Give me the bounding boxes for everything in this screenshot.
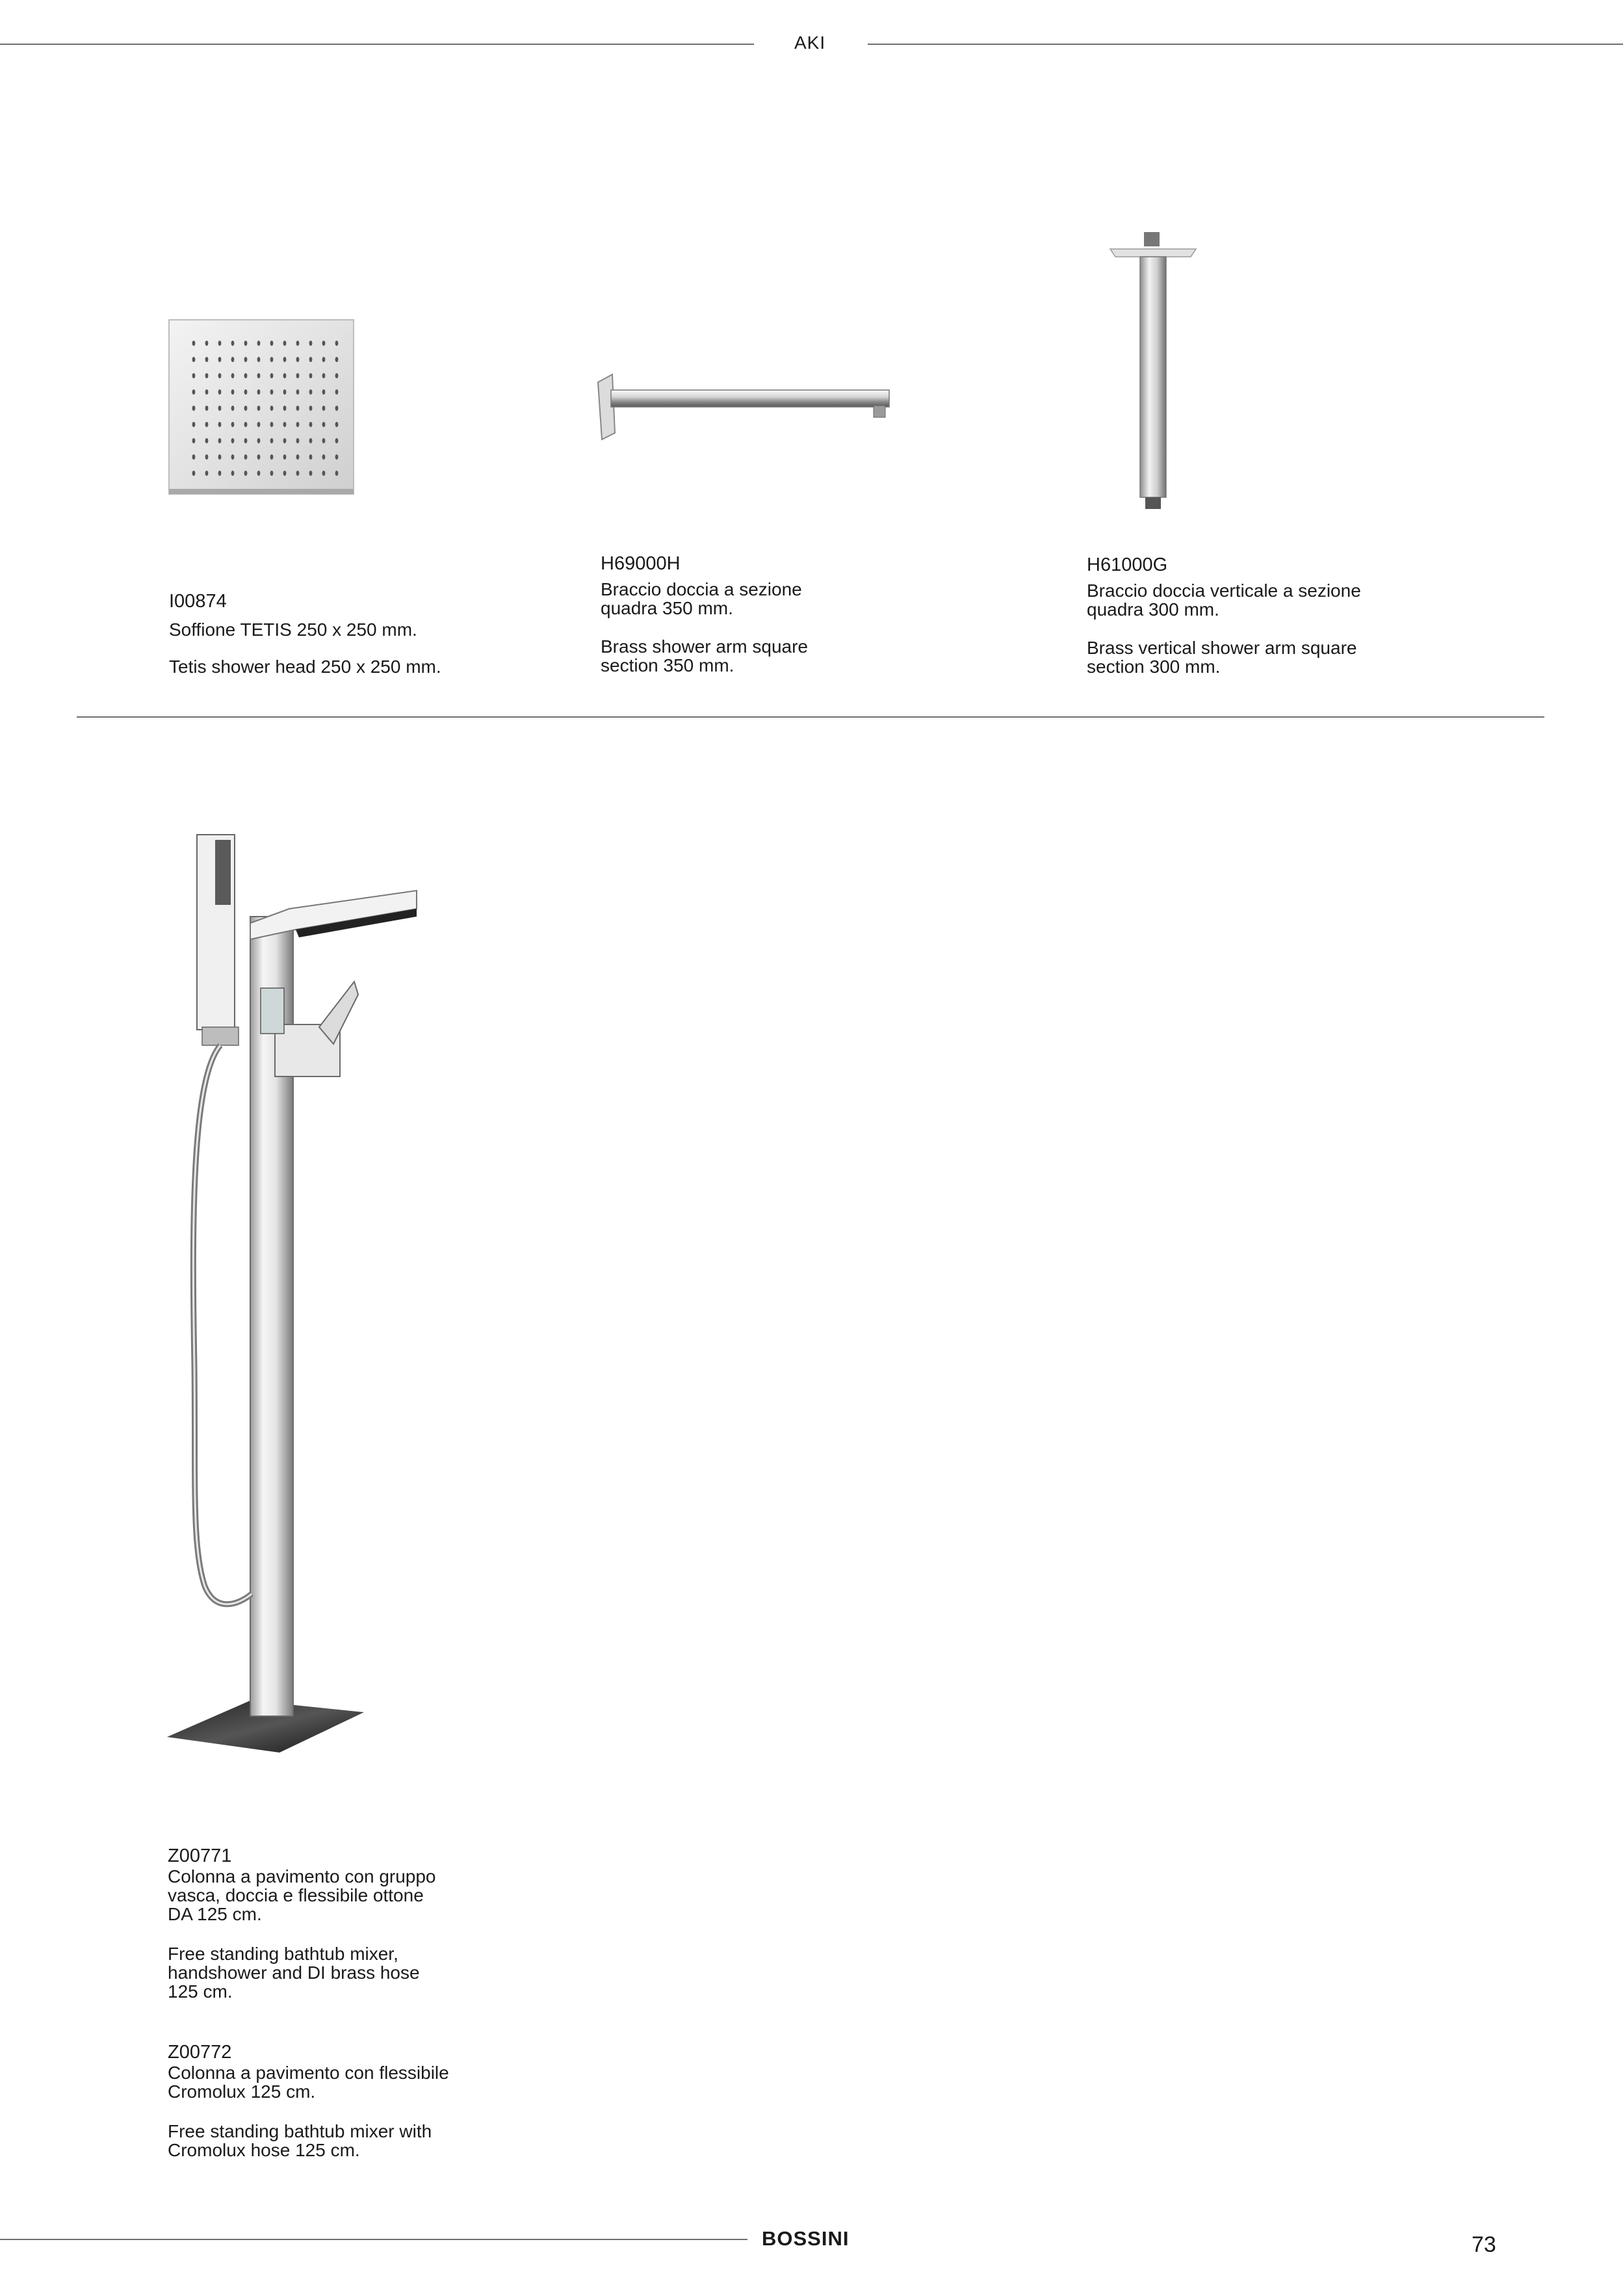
product-desc-en-line: Cromolux hose 125 cm. [168, 2140, 360, 2160]
product-i00874 [169, 590, 441, 676]
page-number: 73 [1472, 2232, 1496, 2257]
brand-logo: BOSSINI [762, 2227, 850, 2250]
product-desc-it-line: Colonna a pavimento con gruppo [168, 1866, 436, 1886]
product-desc-en-line: section 350 mm. [601, 655, 734, 675]
vertical-shower-arm-image [1105, 231, 1202, 517]
product-desc-it-line: quadra 350 mm. [601, 598, 733, 618]
product-h61000g [1087, 554, 1361, 676]
product-desc-en-line: Brass vertical shower arm square [1087, 638, 1357, 658]
product-desc-en-line: Brass shower arm square [601, 636, 809, 657]
product-code: Z00772 [168, 2042, 232, 2063]
product-desc-en-line: section 300 mm. [1087, 657, 1221, 677]
product-desc-it-line: Braccio doccia verticale a sezione [1087, 581, 1361, 601]
product-code: H69000H [601, 553, 681, 574]
product-desc-it: Soffione TETIS 250 x 250 mm. [169, 620, 417, 640]
product-desc-en-line: 125 cm. [168, 1981, 233, 2002]
product-desc-it-line: Braccio doccia a sezione [601, 579, 802, 599]
product-code: H61000G [1087, 554, 1168, 575]
section-divider [77, 716, 1544, 718]
product-desc-it-line: Cromolux 125 cm. [168, 2081, 316, 2102]
freestanding-mixer-image [166, 832, 439, 1781]
product-desc-en: Tetis shower head 250 x 250 mm. [169, 657, 441, 677]
product-desc-it-line: vasca, doccia e flessibile ottone [168, 1885, 424, 1905]
product-code: Z00771 [168, 1846, 232, 1866]
product-desc-en-line: Free standing bathtub mixer with [168, 2121, 432, 2141]
header-rule-right [868, 44, 1623, 45]
product-z00771 [168, 1845, 436, 2001]
product-z00772 [168, 2041, 449, 2159]
product-desc-en-line: handshower and DI brass hose [168, 1963, 420, 1983]
product-desc-it-line: quadra 300 mm. [1087, 599, 1219, 620]
product-desc-en-line: Free standing bathtub mixer, [168, 1944, 398, 1964]
product-h69000h [601, 553, 808, 675]
product-code: I00874 [169, 591, 227, 612]
footer-rule [0, 2239, 747, 2240]
header-rule-left [0, 44, 754, 45]
section-title: AKI [794, 33, 826, 53]
product-desc-it-line: Colonna a pavimento con flessibile [168, 2063, 449, 2083]
shower-head-image [168, 319, 356, 497]
shower-arm-image [593, 369, 898, 441]
product-desc-it-line: DA 125 cm. [168, 1904, 262, 1924]
